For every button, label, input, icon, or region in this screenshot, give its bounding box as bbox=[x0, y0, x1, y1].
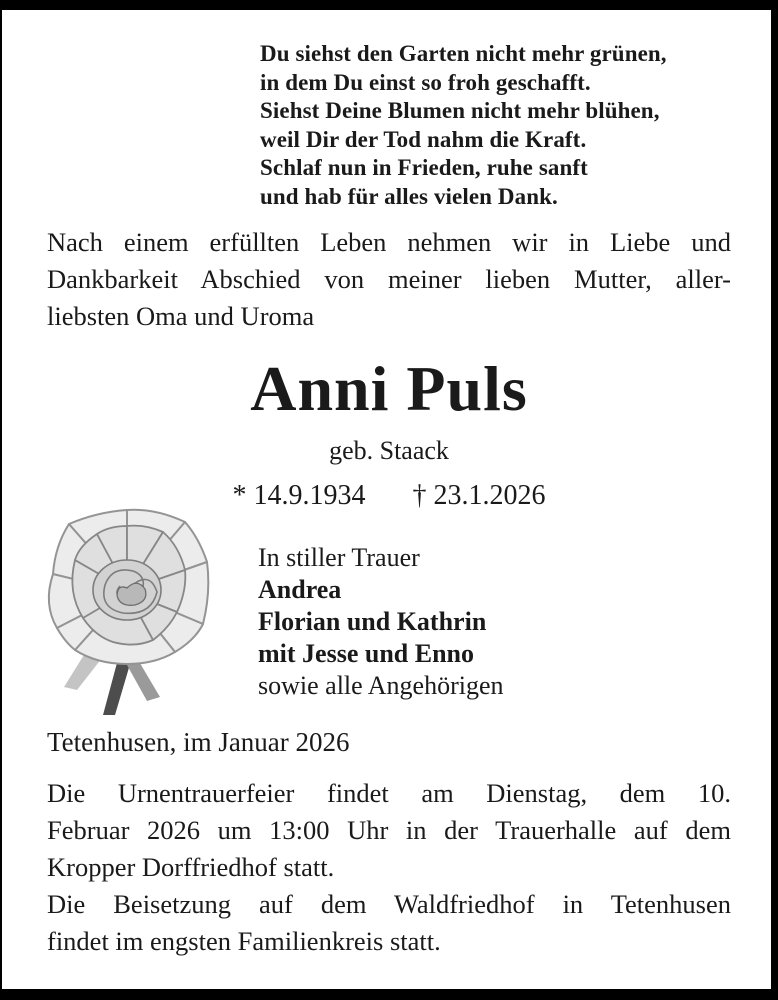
poem-line: Schlaf nun in Frieden, ruhe sanft bbox=[260, 155, 588, 180]
farewell-paragraph bbox=[47, 224, 731, 335]
service-paragraph bbox=[47, 775, 731, 886]
mourners-outro: sowie alle Angehörigen bbox=[258, 671, 504, 700]
mourner-name: Andrea bbox=[258, 575, 342, 604]
poem-line: in dem Du einst so froh geschafft. bbox=[260, 69, 591, 95]
mourner-name: Florian und Kathrin bbox=[258, 607, 487, 636]
poem-line: weil Dir der Tod nahm die Kraft. bbox=[260, 126, 587, 152]
poem-line: und hab für alles vielen Dank. bbox=[260, 183, 558, 209]
mourners-intro: In stiller Trauer bbox=[258, 543, 420, 572]
death-date: † 23.1.2026 bbox=[412, 480, 546, 511]
service-line: Kropper Dorffriedhof statt. bbox=[47, 852, 335, 882]
service-line: Die Urnentrauerfeier findet am Dienstag, dem 10. bbox=[47, 778, 731, 808]
deceased-name: Anni Puls bbox=[250, 353, 528, 424]
farewell-line: Nach einem erfüllten Leben nehmen wir in Liebe und bbox=[47, 227, 731, 257]
farewell-line: liebsten Oma und Uroma bbox=[47, 301, 315, 331]
burial-line: Die Beisetzung auf dem Waldfriedhof in Tetenhusen bbox=[47, 889, 731, 919]
mourner-name: mit Jesse und Enno bbox=[258, 639, 474, 668]
mourners-list bbox=[258, 542, 504, 702]
poem-line: Siehst Deine Blumen nicht mehr blühen, bbox=[260, 98, 660, 123]
birth-date: * 14.9.1934 bbox=[232, 480, 366, 511]
burial-paragraph bbox=[47, 886, 731, 960]
maiden-name: geb. Staack bbox=[329, 436, 449, 465]
service-line: Februar 2026 um 13:00 Uhr in der Trauerhalle auf dem bbox=[47, 815, 731, 845]
memorial-poem bbox=[260, 40, 667, 211]
farewell-line: Dankbarkeit Abschied von meiner lieben Mutter, aller- bbox=[47, 264, 731, 294]
poem-line: Du siehst den Garten nicht mehr grünen, bbox=[260, 41, 667, 66]
rose-icon bbox=[35, 500, 220, 715]
place-dateline: Tetenhusen, im Januar 2026 bbox=[47, 727, 350, 757]
burial-line: findet im engsten Familienkreis statt. bbox=[47, 926, 441, 956]
